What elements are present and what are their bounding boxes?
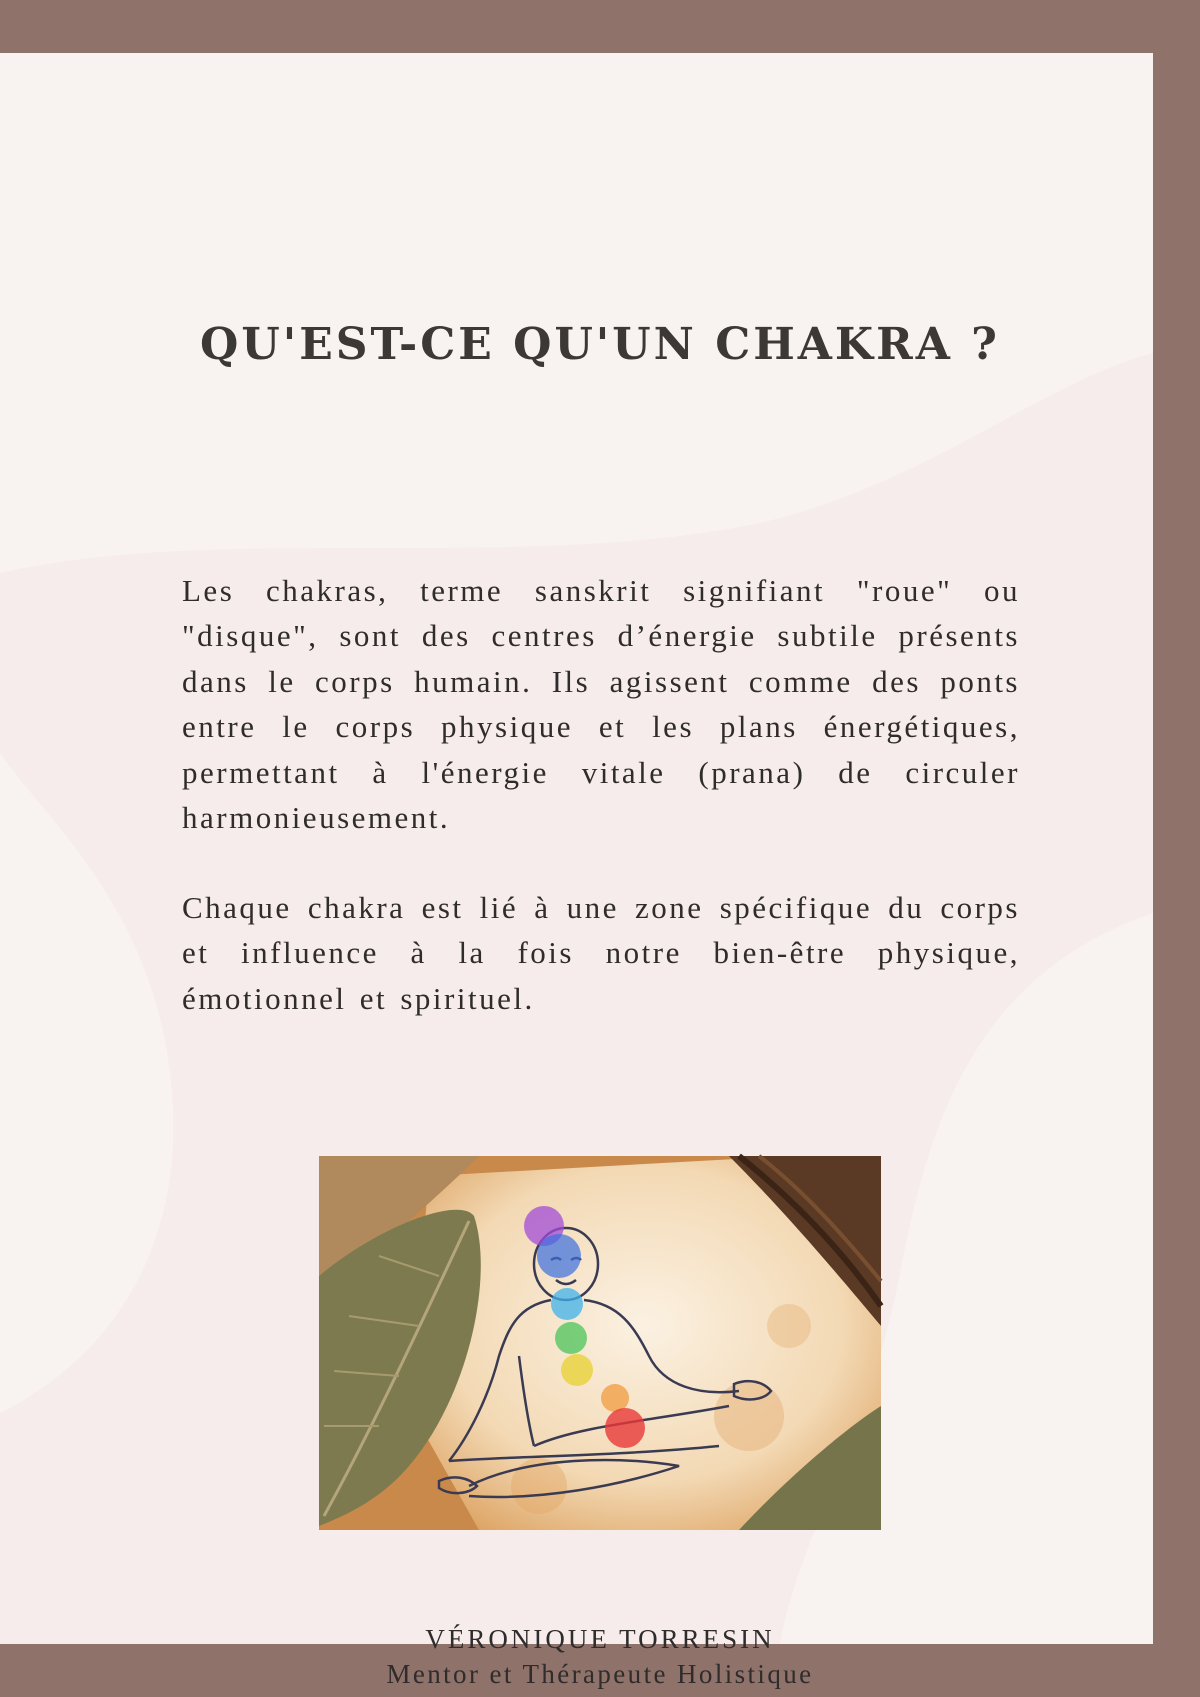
heart-chakra [555, 1322, 587, 1354]
second-paragraph: Chaque chakra est lié à une zone spécifique du corps et influence à la fois notre bien-être physique, émotionnel et spirituel. [182, 890, 1020, 1016]
third-eye-chakra [537, 1234, 581, 1278]
root-chakra [605, 1408, 645, 1448]
page-sheet [0, 53, 1153, 1689]
intro-paragraph: Les chakras, terme sanskrit signifiant "roue" ou "disque", sont des centres d’énergie subtile présents dans le corps humain. Ils agissent comme des ponts entre le corps physique et les plans énergétiques, permettant à l'énergie vitale (prana) de circuler harmonieusement. [182, 573, 1020, 836]
throat-chakra [551, 1288, 583, 1320]
author-name: VÉRONIQUE TORRESIN [425, 1624, 775, 1654]
chakra-illustration [319, 1156, 881, 1530]
sacral-chakra [601, 1384, 629, 1412]
solar-plexus-chakra [561, 1354, 593, 1386]
author-role: Mentor et Thérapeute Holistique [386, 1659, 814, 1689]
page-title: QU'EST-CE QU'UN CHAKRA ? [200, 319, 1000, 370]
